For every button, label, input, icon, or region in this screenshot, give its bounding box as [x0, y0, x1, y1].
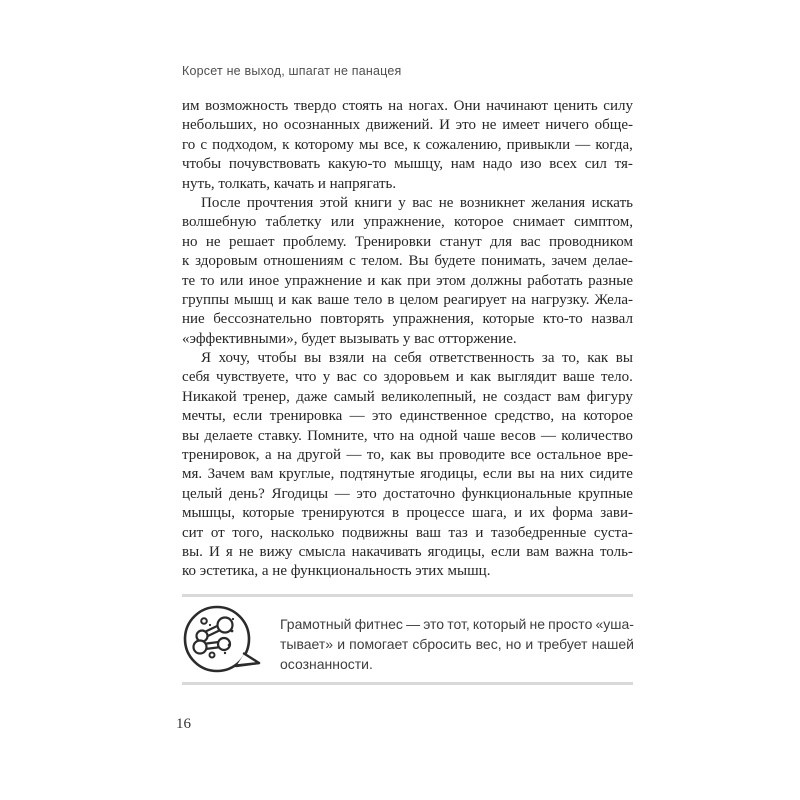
text-line: осознанности. [280, 655, 373, 672]
text-line: целый день? Ягодицы — это достаточно функциональные крупные [182, 485, 633, 502]
text-line: мышцы, которые тренируются в процессе шага, и их форма зави- [182, 505, 633, 522]
text-line: вы. И я не вижу смысла накачивать ягодицы, если вам важна толь- [182, 543, 633, 560]
paragraph [182, 97, 633, 194]
text-line: нуть, толкать, качать и напрягать. [182, 175, 397, 192]
text-line: себя чувствуете, что у вас со здоровьем и как выглядит ваше тело. [182, 369, 633, 386]
paragraph [182, 349, 633, 582]
text-line: им возможность твердо стоять на ногах. Они начинают ценить силу [182, 98, 633, 114]
text-line: волшебную таблетку или упражнение, которое снимает симптом, [182, 214, 633, 231]
text-line: но не решает проблему. Тренировки станут для вас проводником [182, 233, 633, 250]
text-line: те то или иное упражнение и как при этом должны работать разные [182, 272, 633, 289]
text-line: тывает» и помогает сбросить вес, но и требует нашей [280, 635, 634, 652]
text-line: к здоровым отношениям с телом. Вы будете понимать, зачем делае- [182, 253, 633, 270]
speech-bubble-dumbbell-icon [183, 605, 263, 681]
text-line: ко эстетика, а не функциональность этих мышц. [182, 563, 491, 580]
text-line: сит от того, насколько подвижны ваш таз и тазобедренные суста- [182, 524, 633, 541]
text-line: тренировок, а на другой — то, как вы проводите все остальное вре- [182, 447, 633, 464]
paragraph [182, 194, 633, 349]
page-number: 16 [176, 716, 191, 732]
text-line: группы мышц и как ваше тело в целом реагирует на нагрузку. Жела- [182, 291, 633, 308]
text-line: мя. Зачем вам круглые, подтянутые ягодицы, если вы на них сидите [182, 466, 633, 483]
text-line: ние бессознательно повторять упражнения, которые кто-то назвал [182, 311, 633, 328]
callout-divider-top [182, 594, 633, 597]
text-line: го с подходом, к которому мы все, к сожалению, привыкли — когда, [182, 136, 633, 153]
text-line: чтобы почувствовать какую-то мышцу, нам надо изо всех сил тя- [182, 156, 633, 173]
text-line: небольших, но осознанных движений. И это не имеет ничего обще- [182, 117, 633, 134]
body-text [182, 97, 633, 582]
callout-text [280, 615, 634, 674]
running-header: Корсет не выход, шпагат не панацея [182, 64, 402, 78]
text-line: Я хочу, чтобы вы взяли на себя ответственность за то, как вы [201, 350, 633, 367]
text-line: Грамотный фитнес — это тот, который не просто «уша- [280, 616, 634, 632]
text-line: мечты, если тренировка — это единственное средство, на которое [182, 408, 633, 425]
text-line: После прочтения этой книги у вас не возникнет желания искать [201, 194, 633, 211]
text-line: «эффективными», будет вызывать у вас отторжение. [182, 330, 517, 347]
callout-divider-bottom [182, 682, 633, 685]
text-line: Никакой тренер, даже самый великолепный, не создаст вам фигуру [182, 388, 633, 405]
text-line: вы делаете ставку. Помните, что на одной чаше весов — количество [182, 427, 633, 444]
